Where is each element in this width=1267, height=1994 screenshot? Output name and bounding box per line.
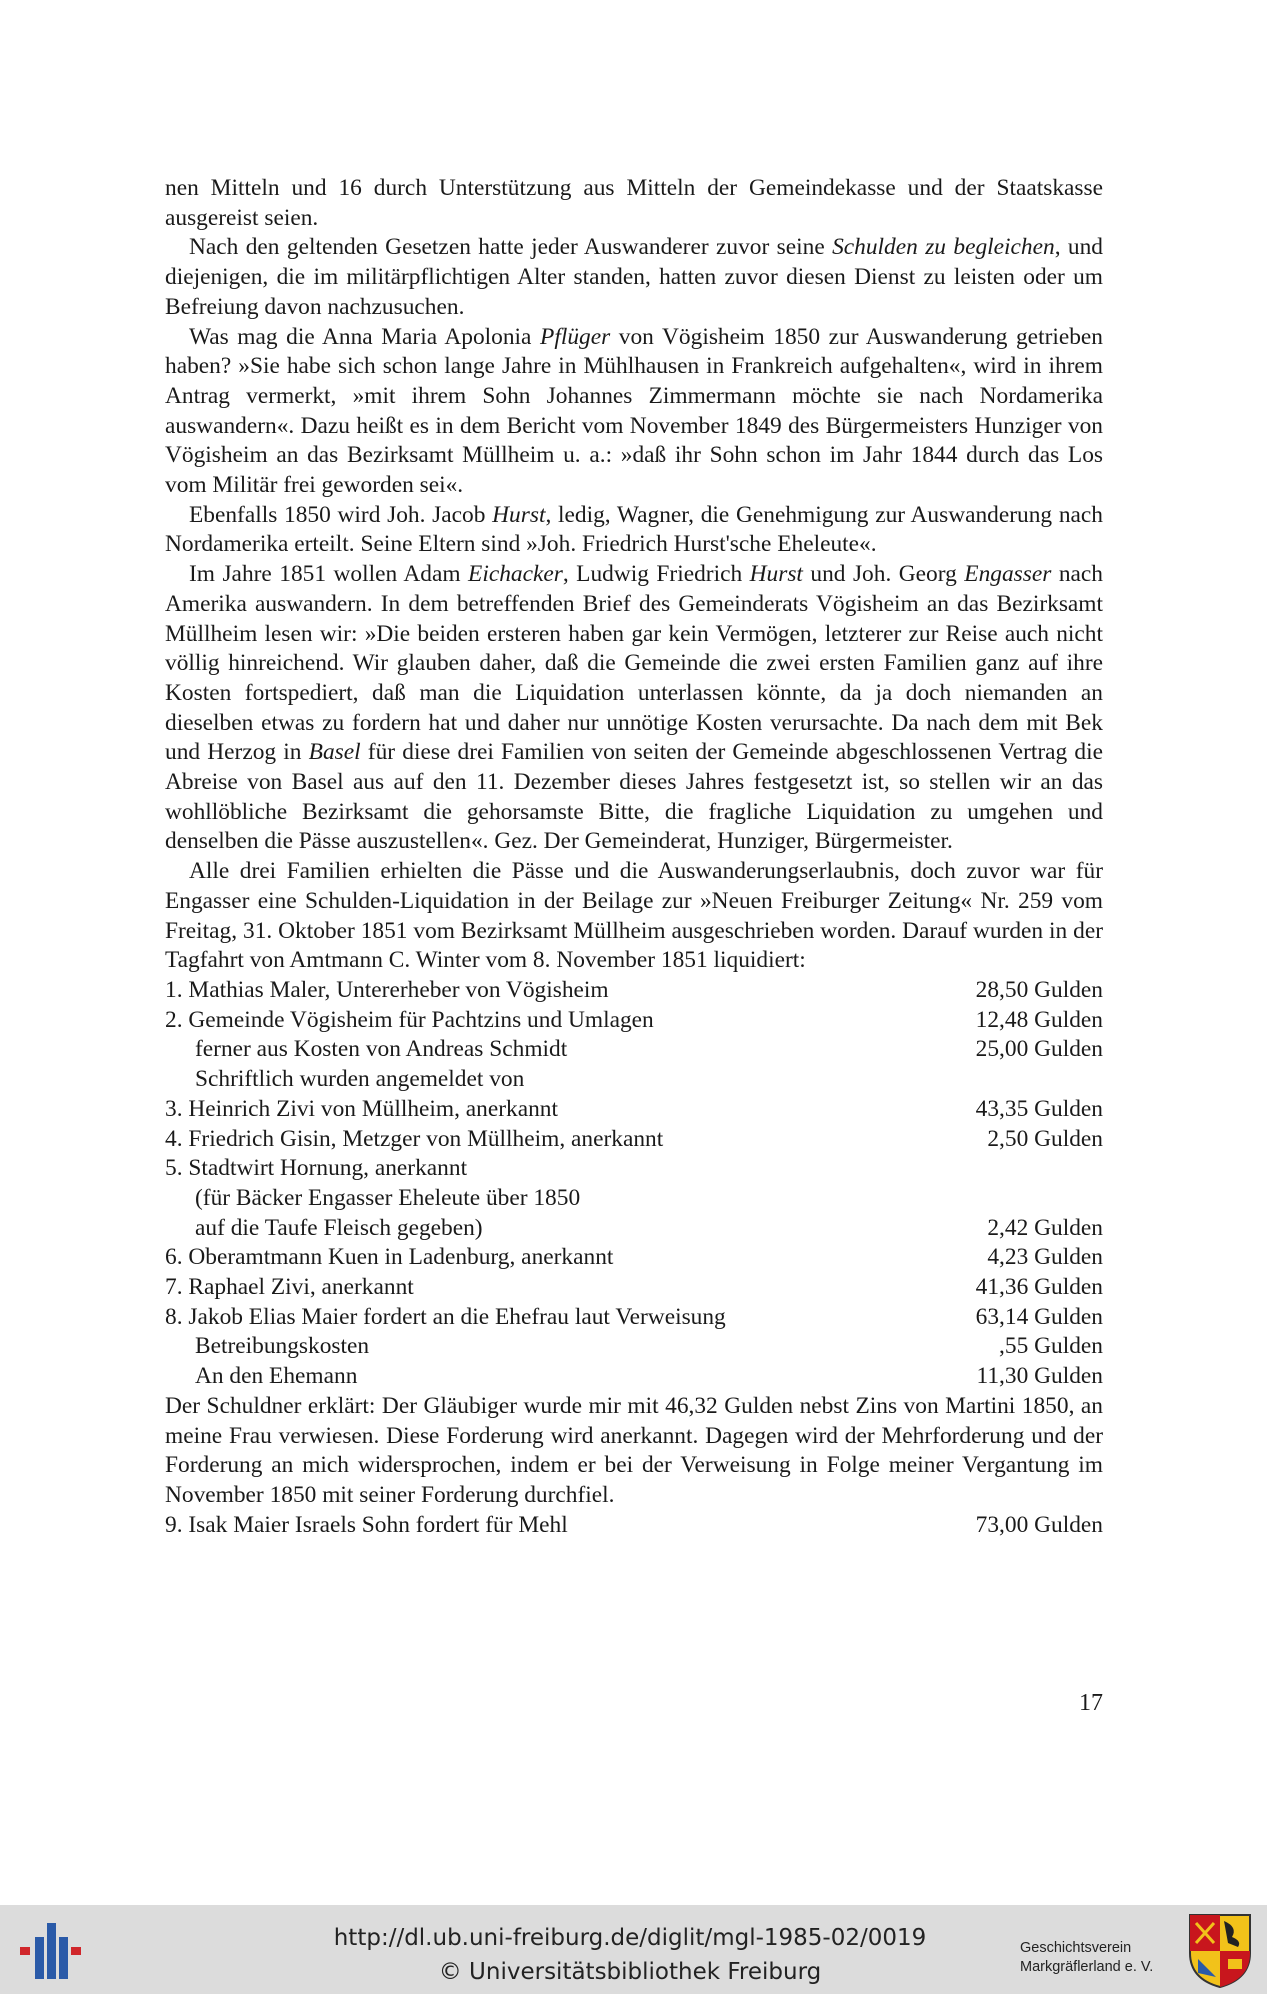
list-item-label: Betreibungskosten: [195, 1333, 370, 1360]
list-item-amount: 11,30 Gulden: [976, 1363, 1103, 1390]
text-segment: nen Mitteln und 16 durch Unterstützung aus Mitteln der Gemeindekasse und der Staatskasse ausgereist seien.: [165, 175, 1103, 231]
list-item-label: 6. Oberamtmann Kuen in Ladenburg, anerkannt: [165, 1244, 614, 1271]
list-item-amount: 2,42 Gulden: [987, 1214, 1103, 1241]
list-item-amount: 2,50 Gulden: [987, 1125, 1103, 1152]
list-item-amount: 73,00 Gulden: [975, 1511, 1103, 1538]
emphasis-text: Basel: [308, 739, 361, 766]
footer-copyright: © Universitätsbibliothek Freiburg: [438, 1959, 822, 1985]
list-item-label: 8. Jakob Elias Maier fordert an die Ehefrau laut Verweisung: [165, 1303, 726, 1330]
list-item: [165, 1332, 1103, 1362]
text-segment: von Vögisheim 1850 zur Auswanderung getrieben haben? »Sie habe sich schon lange Jahre in Mühlhausen in Frankreich aufgehalten«, wird in ihrem Antrag vermerkt, »mit ihrem Sohn Johannes Zimmermann möchte sie nach Nordamerika auswandern«. Dazu heißt es in dem Bericht vom November 1849 des Bürgermeisters Hunziger von Vögisheim an das Bezirksamt Müllheim u. a.: »daß ihr Sohn schon im Jahr 1844 durch das Los vom Militär frei geworden sei«.: [165, 323, 1104, 499]
paragraph-p3: [165, 323, 1103, 501]
list-item: [165, 1214, 1103, 1244]
list-item: [165, 1303, 1103, 1333]
list-item: [165, 1184, 1103, 1214]
paragraph-p4: [165, 501, 1103, 560]
list-item-label: 2. Gemeinde Vögisheim für Pachtzins und Umlagen: [165, 1006, 654, 1033]
text-segment: , Ludwig Friedrich: [562, 561, 750, 588]
text-segment: , und diejenigen, die im militärpflichtigen Alter standen, hatten zuvor diesen Dienst zu leisten oder um Befreiung davon nachzusuchen.: [165, 234, 1103, 320]
list-item-amount: 43,35 Gulden: [975, 1095, 1103, 1122]
footer-bar: [0, 1905, 1267, 1994]
list-item-amount: 12,48 Gulden: [975, 1006, 1103, 1033]
list-item-label: 7. Raphael Zivi, anerkannt: [165, 1274, 414, 1301]
liquidation-list: [165, 976, 1103, 1392]
list-item-final: [165, 1511, 1103, 1541]
paragraph-p6: [165, 857, 1103, 976]
emphasis-text: Schulden zu begleichen: [832, 234, 1055, 261]
emphasis-text: Pflüger: [540, 323, 611, 350]
text-segment: und Joh. Georg: [802, 561, 965, 588]
footer-url-link[interactable]: http://dl.ub.uni-freiburg.de/diglit/mgl-1985-02/0019: [333, 1925, 927, 1951]
text-segment: für diese drei Familien von seiten der Gemeinde abgeschlossenen Vertrag die Abreise von Basel aus auf den 11. Dezember dieses Jahres festgesetzt ist, so stellen wir an das wohllöbliche Bezirksamt die gehorsamste Bitte, die fragliche Liquidation zu umgehen und denselben die Pässe auszustellen«. Gez. Der Gemeinderat, Hunziger, Bürgermeister.: [165, 739, 1103, 855]
ub-freiburg-logo-icon: [20, 1923, 80, 1979]
list-item: [165, 1125, 1103, 1155]
paragraph-p1: [165, 174, 1103, 233]
list-item-label: auf die Taufe Fleisch gegeben): [195, 1214, 483, 1241]
emphasis-text: Hurst: [492, 501, 546, 528]
text-segment: Was mag die Anna Maria Apolonia: [189, 323, 541, 350]
text-segment: Im Jahre 1851 wollen Adam: [189, 561, 469, 588]
list-item-amount: ,55 Gulden: [999, 1333, 1103, 1360]
list-item: [165, 1154, 1103, 1184]
list-item: [165, 1362, 1103, 1392]
paragraph-p2: [165, 233, 1103, 322]
text-segment: Alle drei Familien erhielten die Pässe und die Auswanderungserlaubnis, doch zuvor war für Engasser eine Schulden-Liquidation in der Beilage zur »Neuen Freiburger Zeitung« Nr. 259 vom Freitag, 31. Oktober 1851 vom Bezirksamt Müllheim ausgeschrieben worden. Darauf wurden in der Tagfahrt von Amtmann C. Winter vom 8. November 1851 liquidiert:: [165, 858, 1103, 974]
list-item-label: 5. Stadtwirt Hornung, anerkannt: [165, 1155, 468, 1182]
text-segment: , ledig, Wagner, die Genehmigung zur Auswanderung nach Nordamerika erteilt. Seine Eltern sind »Joh. Friedrich Hurst'sche Eheleute«.: [165, 501, 1103, 558]
list-item-label: An den Ehemann: [195, 1363, 358, 1390]
list-item: [165, 1243, 1103, 1273]
society-line-2: Markgräflerland e. V.: [1020, 1959, 1154, 1975]
list-item-label: 1. Mathias Maler, Untererheber von Vögisheim: [165, 976, 609, 1003]
list-item-amount: 4,23 Gulden: [987, 1244, 1103, 1271]
paragraph-p5: [165, 560, 1103, 857]
text-segment: Ebenfalls 1850 wird Joh. Jacob: [189, 501, 493, 528]
debtor-statement: Der Schuldner erklärt: Der Gläubiger wurde mir mit 46,32 Gulden nebst Zins von Martini 1850, an meine Frau verwiesen. Diese Forderung wird anerkannt. Dagegen wird der Mehrforderung und der Forderung an mich widersprochen, indem er bei der Verweisung in Folge meiner Vergantung im November 1850 mit seiner Forderung durchfiel.: [165, 1392, 1103, 1508]
footer-citation: [300, 1921, 960, 1989]
list-item-amount: 28,50 Gulden: [975, 976, 1103, 1003]
list-item: [165, 1273, 1103, 1303]
list-item-label: (für Bäcker Engasser Eheleute über 1850: [195, 1184, 581, 1211]
list-item-amount: 25,00 Gulden: [975, 1036, 1103, 1063]
page-text: [165, 174, 1103, 1540]
list-item-label: ferner aus Kosten von Andreas Schmidt: [195, 1036, 568, 1063]
list-item-label: 3. Heinrich Zivi von Müllheim, anerkannt: [165, 1095, 559, 1122]
society-name: [1020, 1939, 1180, 1977]
body-paragraphs: [165, 174, 1103, 976]
society-crest-icon: [1188, 1913, 1252, 1989]
list-item: [165, 1006, 1103, 1036]
list-item: [165, 1065, 1103, 1095]
text-segment: nach Amerika auswandern. In dem betreffenden Brief des Gemeinderats Vögisheim an das Bezirksamt Müllheim lesen wir: »Die beiden ersteren haben gar kein Vermögen, letzterer zur Reise auch nicht völlig hinreichend. Wir glauben daher, daß die Gemeinde die zwei ersten Familien ganz auf ihre Kosten fortspediert, daß man die Liquidation unterlassen könnte, da ja doch niemanden an dieselben etwas zu fordern hat und daher nur unnötige Kosten verursachte. Da nach dem mit Bek und Herzog in: [165, 561, 1103, 766]
list-item: [165, 976, 1103, 1006]
emphasis-text: Engasser: [964, 561, 1052, 588]
list-item-amount: 63,14 Gulden: [975, 1303, 1103, 1330]
list-item-amount: 41,36 Gulden: [975, 1274, 1103, 1301]
list-item-label: 4. Friedrich Gisin, Metzger von Müllheim, anerkannt: [165, 1125, 664, 1152]
emphasis-text: Hurst: [749, 561, 803, 588]
page-number: 17: [1079, 1690, 1103, 1716]
text-segment: Nach den geltenden Gesetzen hatte jeder Auswanderer zuvor seine: [189, 234, 833, 261]
society-line-1: Geschichtsverein: [1020, 1940, 1132, 1956]
list-item-label: Schriftlich wurden angemeldet von: [195, 1066, 525, 1093]
list-item: [165, 1095, 1103, 1125]
list-item-label: 9. Isak Maier Israels Sohn fordert für Mehl: [165, 1511, 568, 1538]
list-item: [165, 1035, 1103, 1065]
emphasis-text: Eichacker: [468, 561, 563, 588]
